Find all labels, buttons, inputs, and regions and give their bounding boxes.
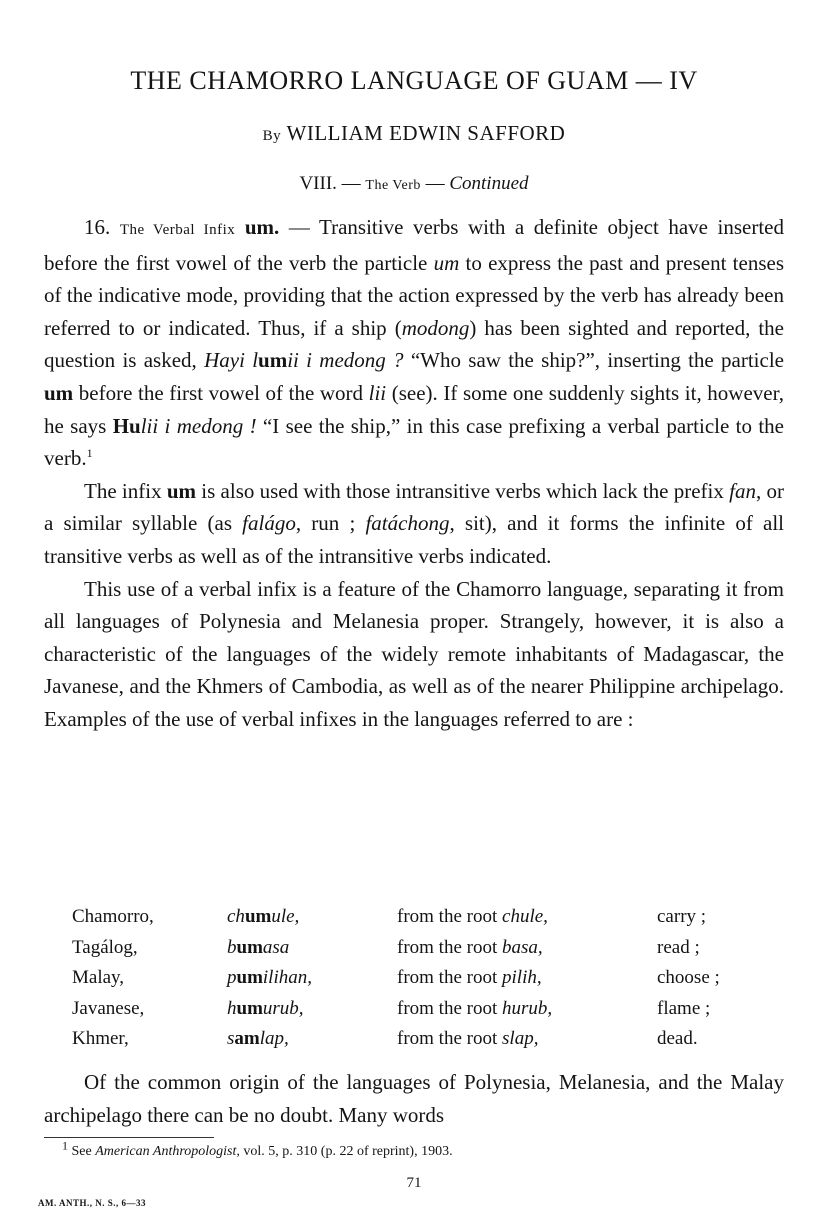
example-word-pre: p <box>227 967 237 988</box>
example-root <box>397 963 657 994</box>
article-title: THE CHAMORRO LANGUAGE OF GUAM — IV <box>130 66 698 95</box>
text-run: , or a similar syllable (as <box>44 478 784 536</box>
example-word-infix: um <box>244 906 272 927</box>
example-root-word: pilih, <box>502 967 542 988</box>
example-row <box>72 963 792 994</box>
example-gloss: flame ; <box>657 997 711 1019</box>
example-word-post: ule, <box>271 906 300 927</box>
example-root <box>397 994 657 1025</box>
italic-term: l <box>244 348 259 373</box>
bold-infix: um <box>166 478 197 503</box>
example-word-pre: s <box>227 1028 235 1049</box>
text-run: to express the past and present tenses of the indicative mode, providing that the action expressed by the verb has already been referred to or indicated. Thus, if a ship ( <box>44 250 784 340</box>
text-run: The infix <box>84 478 167 503</box>
example-word-post: ilihan, <box>262 967 312 988</box>
example-language: Javanese, <box>72 997 145 1019</box>
example-gloss: choose ; <box>657 967 720 988</box>
example-word-post: lap, <box>259 1028 289 1049</box>
example-root-prefix: from the root <box>397 906 503 927</box>
example-row <box>72 902 792 933</box>
example-word-post: asa <box>262 936 290 958</box>
italic-term: lii <box>368 380 387 405</box>
footnote-rule <box>44 1137 214 1138</box>
italic-term: modong <box>401 315 470 340</box>
paragraph-common-origin: Of the common origin of the languages of Polynesia, Melanesia, and the Malay archipelago there can be no doubt. Many words <box>44 1070 784 1127</box>
italic-term: Hayi <box>204 348 245 373</box>
bold-prefix: Hu <box>112 413 141 438</box>
example-root-word: slap, <box>502 1028 539 1049</box>
section-heading <box>44 173 784 195</box>
example-language: Khmer, <box>72 1028 129 1049</box>
italic-term: falágo <box>242 511 296 536</box>
example-root-word: basa, <box>502 936 543 958</box>
footnote-journal: American Anthropologist, <box>95 1144 240 1159</box>
italic-term: fatáchong <box>365 511 450 536</box>
infix-term: um. <box>244 215 280 239</box>
example-word <box>227 994 397 1025</box>
example-root <box>397 933 657 964</box>
text-run: — Transitive verbs with a definite object have inserted before the first vowel of the verb the particle <box>44 215 785 275</box>
example-root-prefix: from the root <box>397 997 503 1019</box>
example-root-prefix: from the root <box>397 967 503 988</box>
paragraph-verbal-infix-feature: This use of a verbal infix is a feature of the Chamorro language, separating it from all languages of Polynesia and Melanesia proper. Strangely, however, it is also a characteristic of the languages of the widely remote inhabitants of Madagascar, the Javanese, and the Khmers of Cambodia, as well as of the nearer Philippine archipelago. Examples of the use of verbal infixes in the languages referred to are : <box>44 576 784 731</box>
example-language: Tagálog, <box>72 936 138 958</box>
bold-infix: um <box>44 380 74 405</box>
paragraph-heading: The Verbal Infix <box>119 222 236 238</box>
italic-term: ii i medong ? <box>287 348 404 373</box>
text-run: “Who saw the ship?”, inserting the particle <box>403 348 784 373</box>
text-run: , sit), and it forms the infinite of all transitive verbs as well as of the intransitive verbs indicated. <box>44 511 785 568</box>
example-root <box>397 902 657 933</box>
example-word <box>227 1024 397 1055</box>
italic-term: fan <box>729 478 756 503</box>
example-language: Chamorro, <box>72 906 154 927</box>
section-dash: — <box>420 173 450 194</box>
example-word-infix: um <box>236 997 263 1019</box>
bold-infix: um <box>258 348 288 373</box>
example-word-infix: um <box>236 936 263 958</box>
example-language: Malay, <box>72 967 125 988</box>
example-row <box>72 933 792 964</box>
example-word-pre: h <box>227 997 237 1019</box>
example-gloss: dead. <box>657 1028 698 1049</box>
section-name: The Verb <box>365 178 421 193</box>
italic-term: um <box>433 250 460 275</box>
text-run: is also used with those intransitive verbs which lack the prefix <box>196 478 730 503</box>
example-word-post: urub, <box>262 997 304 1019</box>
example-word <box>227 902 397 933</box>
paragraph-number: 16. <box>84 215 111 239</box>
example-word-pre: ch <box>227 906 245 927</box>
example-gloss: read ; <box>657 936 700 958</box>
text-run: (see). If some one suddenly sights it, however, he says <box>44 380 784 438</box>
example-row <box>72 1024 792 1055</box>
example-root-prefix: from the root <box>397 1028 503 1049</box>
example-row <box>72 994 792 1025</box>
section-continued: Continued <box>449 173 529 194</box>
body-text-lower <box>44 1066 784 1131</box>
footnote-mark: 1 <box>62 1138 68 1153</box>
example-root <box>397 1024 657 1055</box>
example-root-prefix: from the root <box>397 936 503 958</box>
paragraph-infix-intransitive <box>44 475 784 573</box>
text-run: “I see the ship,” in this case prefixing a verbal particle to the verb. <box>44 413 784 471</box>
footnote-text: vol. 5, p. 310 (p. 22 of reprint), 1903. <box>239 1144 453 1159</box>
signature-mark: AM. ANTH., N. S., 6—33 <box>38 1198 147 1208</box>
example-word-infix: am <box>234 1028 260 1049</box>
author-name: WILLIAM EDWIN SAFFORD <box>286 121 566 145</box>
footnote-text: See <box>68 1144 96 1159</box>
example-word <box>227 963 397 994</box>
example-root-word: hurub, <box>502 997 553 1019</box>
example-word-infix: um <box>236 967 263 988</box>
example-word-pre: b <box>227 936 237 958</box>
page-number: 71 <box>406 1175 422 1191</box>
section-number: VIII. — <box>299 173 361 194</box>
text-run: ) has been sighted and reported, the question is asked, <box>44 315 785 373</box>
body-text-upper <box>44 211 784 736</box>
example-gloss: carry ; <box>657 906 707 927</box>
paragraph-16 <box>44 211 784 475</box>
example-root-word: chule, <box>502 906 548 927</box>
footnote <box>62 1138 782 1160</box>
example-word <box>227 933 397 964</box>
byline-prefix: By <box>262 128 282 144</box>
italic-term: lii i medong ! <box>140 413 257 438</box>
text-run: before the first vowel of the word <box>73 380 369 405</box>
byline <box>44 121 784 146</box>
text-run: , run ; <box>295 511 366 536</box>
examples-table <box>72 902 792 1055</box>
footnote-reference[interactable]: 1 <box>86 446 93 461</box>
